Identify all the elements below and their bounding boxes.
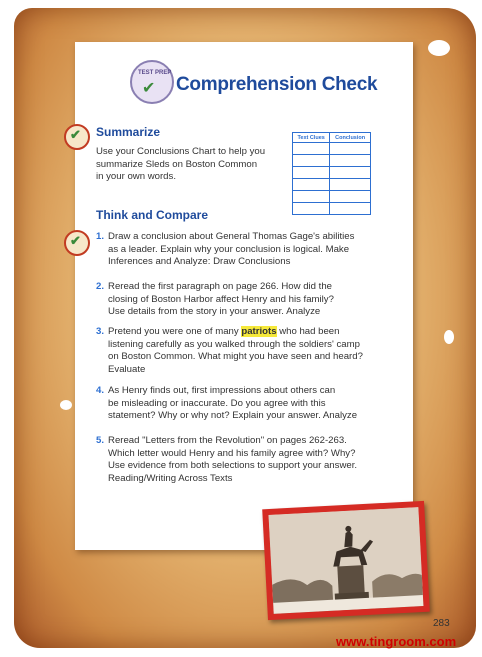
summarize-line: in your own words. (96, 171, 176, 182)
question-line: who had been (276, 326, 340, 337)
chart-cell (293, 155, 330, 167)
question-line: listening carefully as you walked through the soldiers' camp (108, 338, 360, 350)
chart-cell (330, 167, 371, 179)
question-line: be misleading or inaccurate. Do you agree with this (108, 397, 326, 409)
photo-frame (262, 501, 430, 620)
question-item (96, 385, 396, 423)
question-line: Reread the first paragraph on page 266. How did the (108, 281, 333, 292)
question-number: 3. (96, 326, 105, 337)
question-line: Reading/Writing Across Texts (108, 472, 233, 484)
question-line: as a leader. Explain why your conclusion is logical. Make (108, 243, 350, 255)
chart-cell (330, 179, 371, 191)
question-line: Pretend you were one of many (108, 326, 242, 337)
question-line: Draw a conclusion about General Thomas Gage's abilities (108, 231, 355, 242)
question-line: statement? Why or why not? Explain your answer. Analyze (108, 410, 358, 421)
chart-cell (330, 191, 371, 203)
highlighted-word: patriots (241, 326, 277, 337)
question-item (96, 435, 396, 485)
summarize-text (96, 146, 286, 184)
burn-hole (444, 330, 454, 344)
question-item (96, 326, 396, 376)
burn-hole (428, 40, 450, 56)
think-compare-heading: Think and Compare (96, 208, 209, 222)
boston-common-statue-photo (269, 507, 424, 614)
chart-cell (293, 179, 330, 191)
question-number: 2. (96, 281, 105, 292)
test-prep-badge-icon (130, 60, 174, 104)
question-line: Reread "Letters from the Revolution" on pages 262-263. (108, 435, 347, 446)
page-number: 283 (433, 618, 450, 629)
summarize-line: summarize Sleds on Boston Common (96, 158, 258, 170)
question-item (96, 281, 396, 319)
question-line: closing of Boston Harbor affect Henry and his family? (108, 293, 334, 305)
chart-column-header: Conclusion (330, 133, 371, 143)
chart-column-header: Text Clues (293, 133, 330, 143)
strategy-seal-icon: ✔ (64, 230, 90, 256)
watermark: www.tingroom.com (336, 634, 457, 649)
checkmark-icon: ✔ (142, 80, 156, 97)
page-title: Comprehension Check (176, 74, 378, 95)
question-line: Inferences and Analyze: Draw Conclusions (108, 256, 291, 267)
question-number: 5. (96, 435, 105, 446)
burn-hole (60, 400, 72, 410)
summarize-line: Use your Conclusions Chart to help you (96, 146, 266, 157)
strategy-seal-icon: ✔ (64, 124, 90, 150)
question-line: Use details from the story in your answer. Analyze (108, 306, 321, 317)
question-line: Which letter would Henry and his family agree with? Why? (108, 447, 356, 459)
question-number: 4. (96, 385, 105, 396)
question-line: As Henry finds out, first impressions about others can (108, 385, 336, 396)
conclusions-chart (292, 132, 371, 215)
chart-cell (330, 155, 371, 167)
statue-illustration (269, 507, 424, 614)
chart-cell (293, 191, 330, 203)
summarize-heading: Summarize (96, 125, 161, 139)
chart-cell (293, 203, 330, 215)
page-header (130, 60, 390, 114)
chart-cell (293, 143, 330, 155)
question-item (96, 231, 396, 269)
badge-label: TEST PREP (138, 70, 172, 76)
question-line: Evaluate (108, 363, 146, 375)
question-line: on Boston Common. What might you have seen and heard? (108, 351, 363, 362)
chart-cell (330, 203, 371, 215)
chart-cell (293, 167, 330, 179)
chart-cell (330, 143, 371, 155)
question-line: Use evidence from both selections to support your answer. (108, 460, 358, 471)
question-number: 1. (96, 231, 105, 242)
